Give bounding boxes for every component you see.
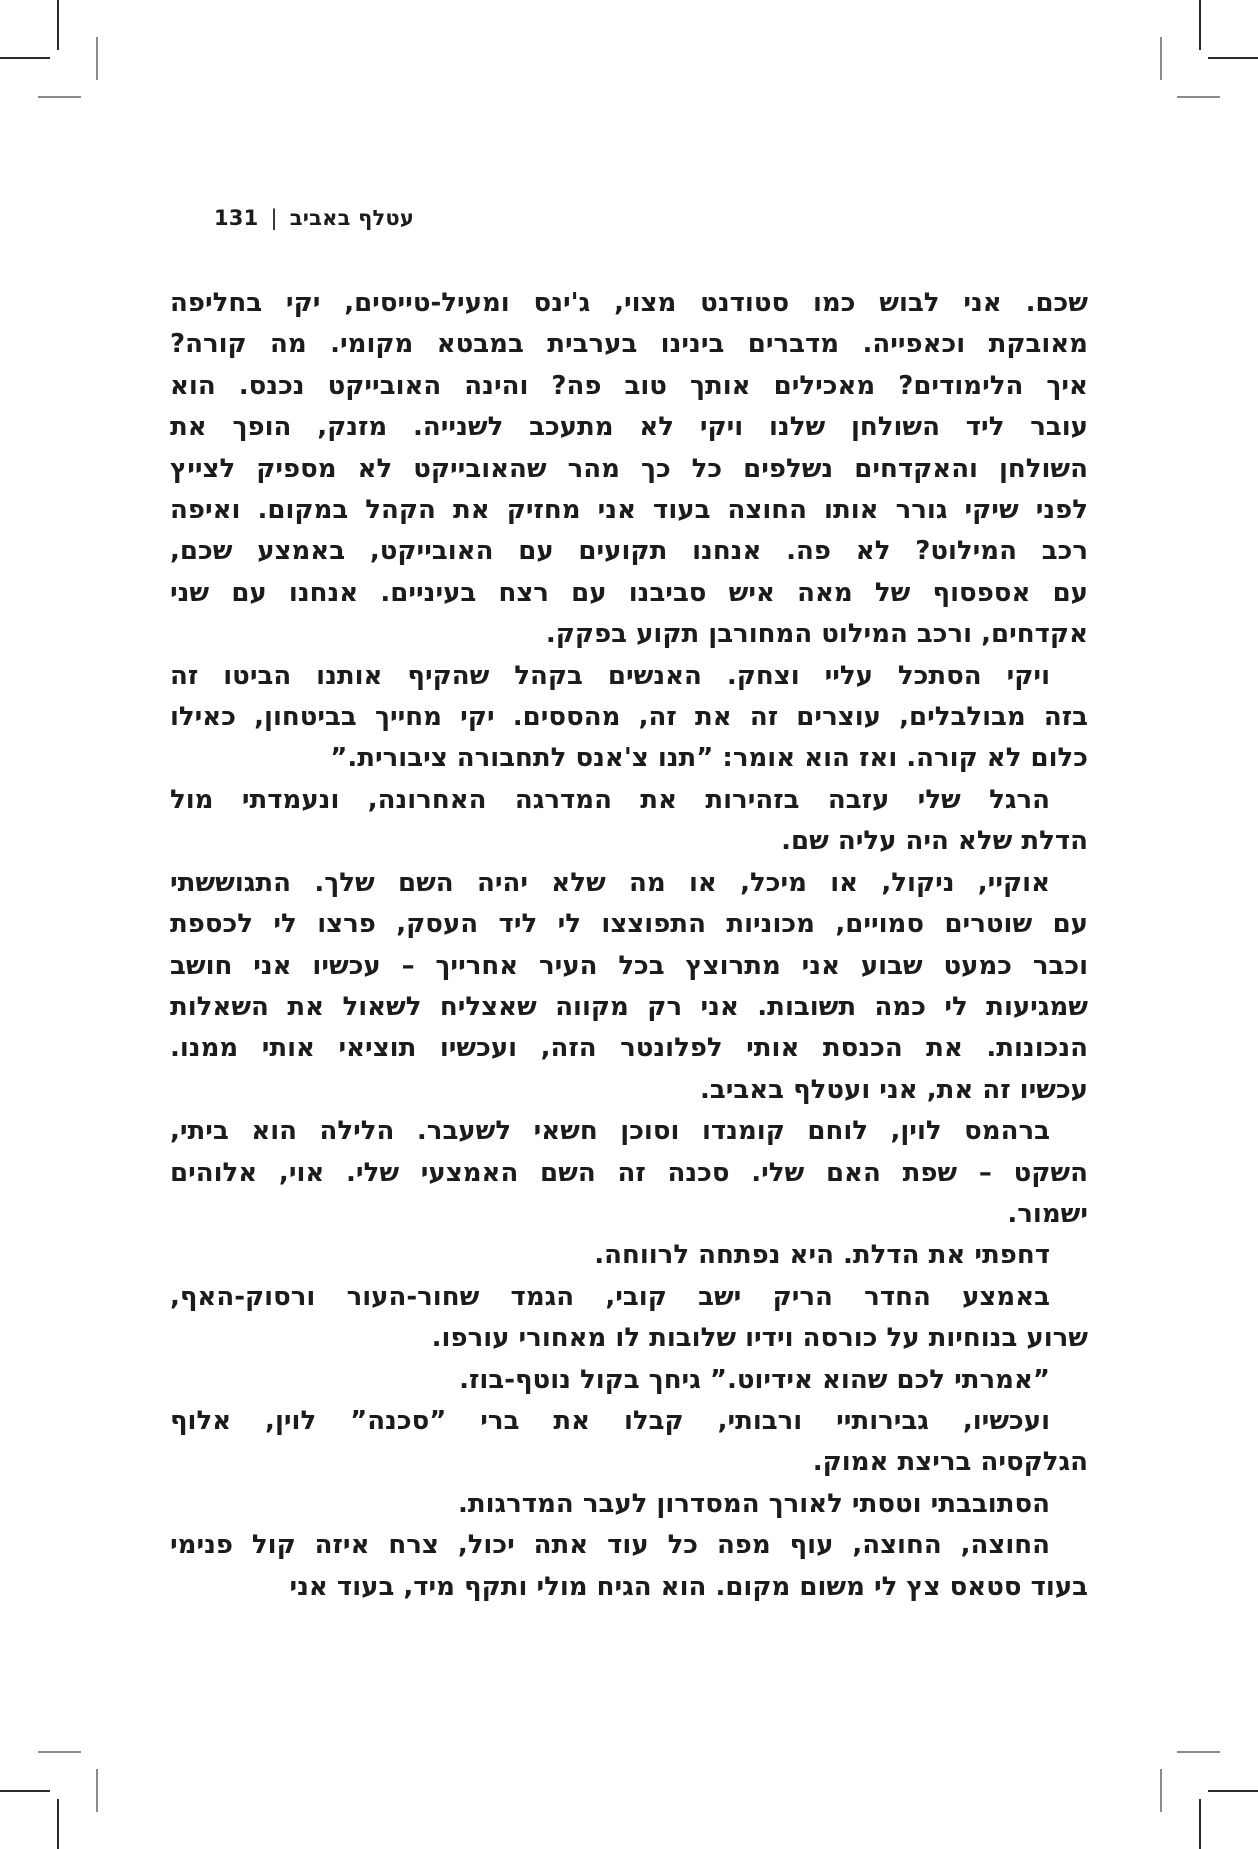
- inner-mark-horizontal: [1177, 96, 1220, 98]
- text-line: הרגל שלי עזבה בזהירות את המדרגה האחרונה, ונעמדתי מול: [170, 784, 1050, 815]
- text-line: עם שוטרים סמויים, מכוניות התפוצצו לי ליד העסק, פרצו לי לכספת: [170, 909, 1088, 940]
- text-line: איך הלימודים? מאכילים אותך טוב פה? והינה האובייקט נכנס. הוא: [170, 370, 1088, 401]
- text-line: אוקיי, ניקול, או מיכל, או מה שלא יהיה השם שלך. התגוששתי: [170, 867, 1050, 898]
- inner-mark-vertical: [96, 37, 98, 80]
- text-line: רכב המילוט? לא פה. אנחנו תקועים עם האובייקט, באמצע שכם,: [170, 536, 1088, 567]
- inner-mark-vertical: [96, 1769, 98, 1812]
- trim-mark-vertical: [1199, 0, 1201, 50]
- text-line: בזה מבולבלים, עוצרים זה את זה, מהססים. יקי מחייך בביטחון, כאילו: [170, 702, 1088, 733]
- inner-mark-vertical: [1160, 1769, 1162, 1812]
- text-line: כלום לא קורה. ואז הוא אומר: ”תנו צ'אנס לתחבורה ציבורית.”: [330, 743, 1088, 774]
- trim-mark-vertical: [1199, 1799, 1201, 1849]
- trim-mark-horizontal: [1208, 1790, 1258, 1792]
- page-number: 131: [214, 206, 259, 230]
- trim-mark-vertical: [57, 0, 59, 50]
- trim-mark-horizontal: [1208, 57, 1258, 59]
- text-line: השקט – שפת האם שלי. סכנה זה השם האמצעי שלי. אוי, אלוהים: [170, 1157, 1088, 1188]
- trim-mark-vertical: [57, 1799, 59, 1849]
- header-separator: |: [270, 206, 278, 230]
- text-line: שמגיעות לי כמה תשובות. אני רק מקווה שאצליח לשאול את השאלות: [170, 991, 1088, 1022]
- text-line: השולחן והאקדחים נשלפים כל כך מהר שהאובייקט לא מספיק לצייץ: [170, 453, 1088, 484]
- text-line: ”אמרתי לכם שהוא אידיוט.” גיחך בקול נוטף-בוז.: [459, 1364, 1050, 1395]
- text-line: דחפתי את הדלת. היא נפתחה לרווחה.: [594, 1240, 1050, 1271]
- text-line: ויקי הסתכל עליי וצחק. האנשים בקהל שהקיף אותנו הביטו זה: [170, 660, 1050, 691]
- inner-mark-horizontal: [1177, 1751, 1220, 1753]
- text-line: וכבר כמעט שבוע אני מתרוצץ בכל העיר אחרייך – עכשיו אני חושב: [170, 950, 1088, 981]
- text-line: הדלת שלא היה עליה שם.: [781, 826, 1088, 857]
- text-line: ועכשיו, גבירותיי ורבותי, קבלו את ברי ”סכנה” לוין, אלוף: [170, 1405, 1050, 1436]
- text-line: הגלקסיה בריצת אמוק.: [812, 1447, 1088, 1478]
- page-header: [214, 206, 414, 230]
- text-line: בעוד סטאס צץ לי משום מקום. הוא הגיח מולי ותקף מיד, בעוד אני: [289, 1571, 1088, 1602]
- text-line: עם אספסוף של מאה איש סביבנו עם רצח בעיניים. אנחנו עם שני: [170, 577, 1088, 608]
- text-line: הסתובבתי וטסתי לאורך המסדרון לעבר המדרגות.: [457, 1488, 1050, 1519]
- text-line: לפני שיקי גורר אותו החוצה בעוד אני מחזיק את הקהל במקום. ואיפה: [170, 495, 1088, 526]
- inner-mark-horizontal: [38, 96, 81, 98]
- inner-mark-vertical: [1160, 37, 1162, 80]
- text-line: עובר ליד השולחן שלנו ויקי לא מתעכב לשנייה. מזנק, הופך את: [170, 412, 1088, 443]
- inner-mark-horizontal: [38, 1751, 81, 1753]
- text-line: עכשיו זה את, אני ועטלף באביב.: [699, 1074, 1088, 1105]
- body-text: [170, 283, 1088, 1608]
- text-line: הנכונות. את הכנסת אותי לפלונטר הזה, ועכשיו תוציאי אותי ממנו.: [170, 1033, 1088, 1064]
- text-line: ישמור.: [1007, 1198, 1088, 1229]
- text-line: אקדחים, ורכב המילוט המחורבן תקוע בפקק.: [545, 619, 1088, 650]
- text-line: שרוע בנוחיות על כורסה וידיו שלובות לו מאחורי עורפו.: [431, 1323, 1088, 1354]
- text-line: החוצה, החוצה, עוף מפה כל עוד אתה יכול, צרח איזה קול פנימי: [170, 1530, 1050, 1561]
- text-line: שכם. אני לבוש כמו סטודנט מצוי, ג'ינס ומעיל-טייסים, יקי בחליפה: [170, 288, 1088, 318]
- running-title: עטלף באביב: [289, 206, 415, 230]
- text-line: מאובקת וכאפייה. מדברים בינינו בערבית במבטא מקומי. מה קורה?: [170, 329, 1088, 360]
- text-line: ברהמס לוין, לוחם קומנדו וסוכן חשאי לשעבר. הלילה הוא ביתי,: [170, 1116, 1050, 1147]
- trim-mark-horizontal: [0, 57, 50, 59]
- text-line: באמצע החדר הריק ישב קובי, הגמד שחור-העור ורסוק-האף,: [170, 1281, 1050, 1312]
- trim-mark-horizontal: [0, 1790, 50, 1792]
